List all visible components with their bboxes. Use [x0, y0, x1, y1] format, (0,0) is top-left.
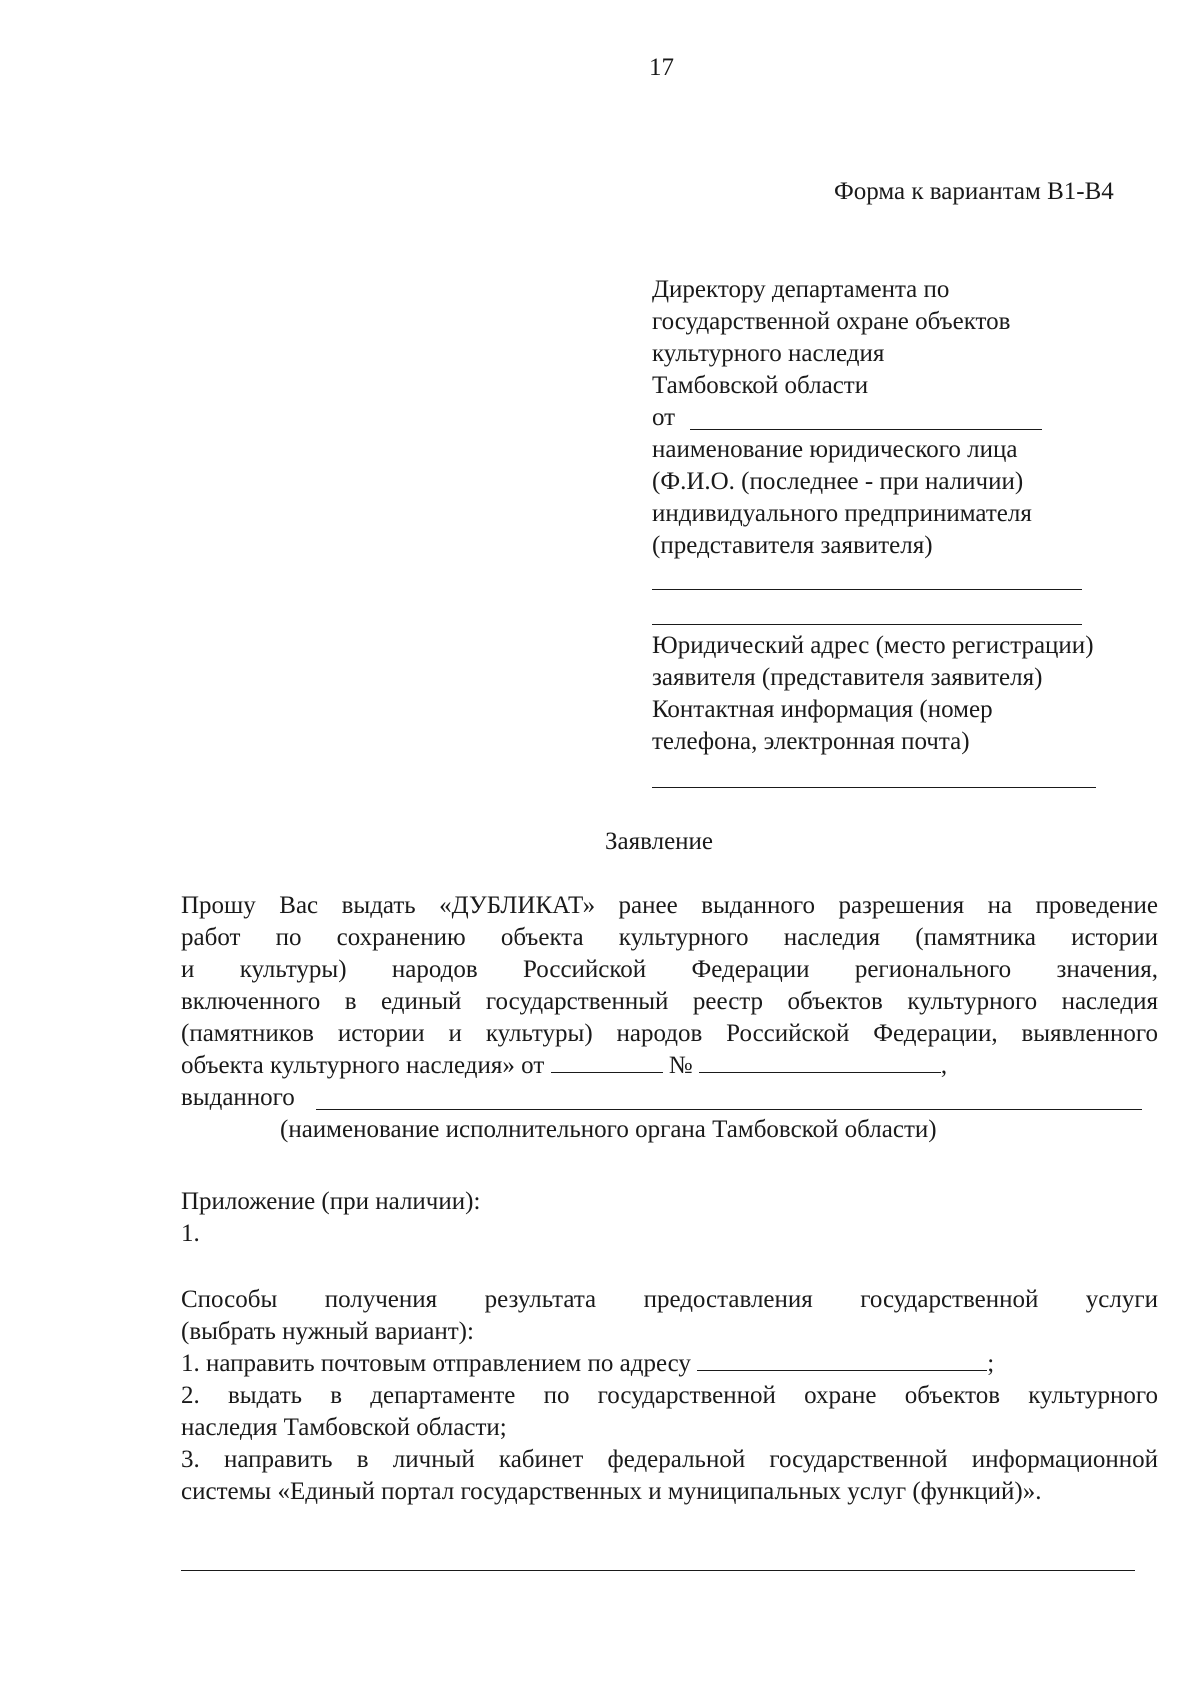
- body-line: и культуры) народов Российской Федерации регионального значения,: [181, 956, 1158, 983]
- signature-line[interactable]: [181, 1570, 1135, 1571]
- method-3-cont: системы «Единый портал государственных и муниципальных услуг (функций)».: [181, 1478, 1042, 1505]
- method-2[interactable]: 2. выдать в департаменте по государственной охране объектов культурного: [181, 1382, 1158, 1409]
- body-last-line: [181, 1050, 947, 1082]
- body-line: включенного в единый государственный реестр объектов культурного наследия: [181, 988, 1158, 1015]
- from-label: от: [652, 404, 676, 431]
- semicolon: ;: [987, 1350, 995, 1377]
- method-3[interactable]: 3. направить в личный кабинет федеральной государственной информационной: [181, 1446, 1158, 1473]
- body-last-line-text: объекта культурного наследия» от: [181, 1052, 545, 1079]
- address-hint-line: Юридический адрес (место регистрации): [652, 632, 1094, 659]
- applicant-hint-line: индивидуального предпринимателя: [652, 500, 1032, 527]
- method-1-text: 1. направить почтовым отправлением по адресу: [181, 1350, 691, 1377]
- page-number: 17: [649, 54, 674, 81]
- number-sign: №: [668, 1052, 693, 1079]
- from-field-line[interactable]: [690, 429, 1042, 430]
- issuer-field-line[interactable]: [316, 1109, 1142, 1110]
- applicant-hint-line: наименование юридического лица: [652, 436, 1018, 463]
- issued-label: выданного: [181, 1084, 295, 1111]
- address-hint-line: Контактная информация (номер: [652, 696, 993, 723]
- methods-intro-2: (выбрать нужный вариант):: [181, 1318, 474, 1345]
- address-field-line[interactable]: [652, 787, 1096, 788]
- addressee-line: Директору департамента по: [652, 276, 950, 303]
- address-hint-line: телефона, электронная почта): [652, 728, 970, 755]
- applicant-field-line-2[interactable]: [652, 624, 1082, 625]
- body-line: (памятников истории и культуры) народов Российской Федерации, выявленного: [181, 1020, 1158, 1047]
- applicant-hint-line: (представителя заявителя): [652, 532, 933, 559]
- date-field-line[interactable]: [551, 1050, 663, 1073]
- attachment-label: Приложение (при наличии):: [181, 1188, 481, 1215]
- applicant-hint-line: (Ф.И.О. (последнее - при наличии): [652, 468, 1024, 495]
- body-line: Прошу Вас выдать «ДУБЛИКАТ» ранее выданного разрешения на проведение: [181, 892, 1158, 919]
- method-2-cont: наследия Тамбовской области;: [181, 1414, 507, 1441]
- applicant-field-line[interactable]: [652, 589, 1082, 590]
- address-hint-line: заявителя (представителя заявителя): [652, 664, 1043, 691]
- document-title: Заявление: [605, 828, 714, 855]
- comma: ,: [940, 1052, 948, 1079]
- number-field-line[interactable]: [699, 1050, 941, 1073]
- addressee-line: государственной охране объектов: [652, 308, 1011, 335]
- attachment-item: 1.: [181, 1220, 200, 1247]
- methods-intro: Способы получения результата предоставления государственной услуги: [181, 1286, 1158, 1313]
- form-caption: Форма к вариантам В1-В4: [834, 178, 1114, 205]
- addressee-line: культурного наследия: [652, 340, 885, 367]
- body-line: работ по сохранению объекта культурного наследия (памятника истории: [181, 924, 1158, 951]
- postal-address-field-line[interactable]: [697, 1348, 987, 1371]
- method-1[interactable]: [181, 1348, 994, 1380]
- issuer-hint: (наименование исполнительного органа Тамбовской области): [280, 1116, 937, 1143]
- addressee-line: Тамбовской области: [652, 372, 869, 399]
